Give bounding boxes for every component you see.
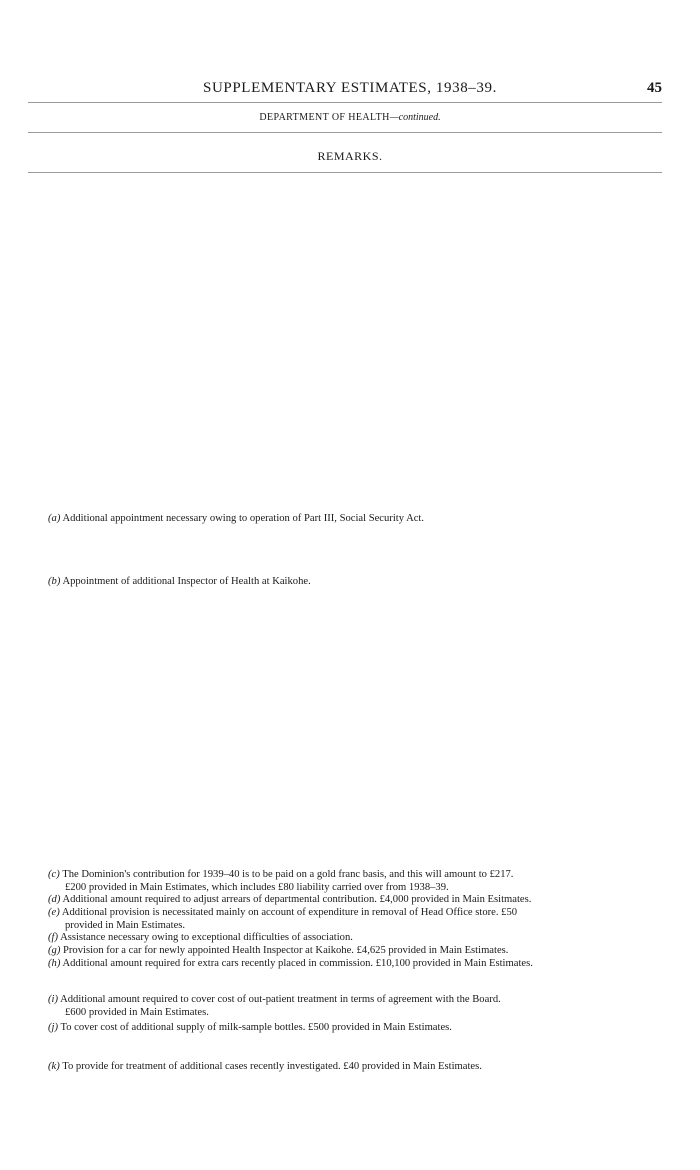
remark-label: (k) [48, 1061, 60, 1072]
page-title: SUPPLEMENTARY ESTIMATES, 1938–39. [203, 80, 497, 96]
remark-label: (f) [48, 932, 58, 943]
remark-continuation: £200 provided in Main Estimates, which includes £80 liability carried over from 1938–39. [65, 881, 449, 893]
remark-j [48, 1022, 658, 1035]
remark-label: (b) [48, 576, 61, 587]
remark-label: (i) [48, 994, 58, 1005]
remark-text: Additional provision is necessitated mainly on account of expenditure in removal of Head Office store. £50 [61, 907, 518, 918]
department-name: DEPARTMENT OF HEALTH [259, 112, 390, 123]
remark-k [48, 1061, 658, 1074]
remark-text: Provision for a car for newly appointed Health Inspector at Kaikohe. £4,625 provided in Main Estimates. [63, 945, 509, 956]
remark-label: (a) [48, 513, 61, 524]
remark-g [48, 945, 658, 958]
remark-label: (c) [48, 869, 60, 880]
remark-b [48, 576, 658, 589]
section-rule [28, 172, 662, 173]
section-title: REMARKS. [317, 149, 383, 163]
remark-f [48, 932, 658, 945]
remark-i [48, 994, 658, 1019]
remark-text: To cover cost of additional supply of milk-sample bottles. £500 provided in Main Estimates. [60, 1022, 452, 1033]
remark-text: Appointment of additional Inspector of Health at Kaikohe. [62, 576, 311, 587]
remark-text: Additional amount required to cover cost of out-patient treatment in terms of agreement with the Board. [60, 994, 501, 1005]
remark-text: Assistance necessary owing to exceptional difficulties of association. [60, 932, 353, 943]
remark-h [48, 958, 658, 971]
remark-label: (g) [48, 945, 61, 956]
department-rule [28, 132, 662, 133]
remark-e [48, 907, 658, 932]
remark-label: (d) [48, 894, 61, 905]
remark-text: Additional appointment necessary owing to operation of Part III, Social Security Act. [62, 513, 425, 524]
remark-text: Additional amount required to adjust arrears of departmental contribution. £4,000 provided in Main Esitmates. [62, 894, 532, 905]
remark-c [48, 869, 658, 894]
remark-label: (h) [48, 958, 61, 969]
department-suffix: —continued. [389, 112, 441, 123]
page-number: 45 [647, 80, 662, 96]
department-heading [0, 112, 700, 123]
remark-a [48, 513, 658, 526]
remark-label: (j) [48, 1022, 58, 1033]
remark-continuation: £600 provided in Main Estimates. [65, 1006, 209, 1018]
remark-text: Additional amount required for extra cars recently placed in commission. £10,100 provided in Main Estimates. [62, 958, 533, 969]
remark-text: The Dominion's contribution for 1939–40 is to be paid on a gold franc basis, and this will amount to £217. [62, 869, 514, 880]
remark-label: (e) [48, 907, 60, 918]
remark-continuation: provided in Main Estimates. [65, 919, 186, 931]
remark-d [48, 894, 658, 907]
remark-text: To provide for treatment of additional cases recently investigated. £40 provided in Main Estimates. [62, 1061, 482, 1072]
header-rule [28, 102, 662, 103]
